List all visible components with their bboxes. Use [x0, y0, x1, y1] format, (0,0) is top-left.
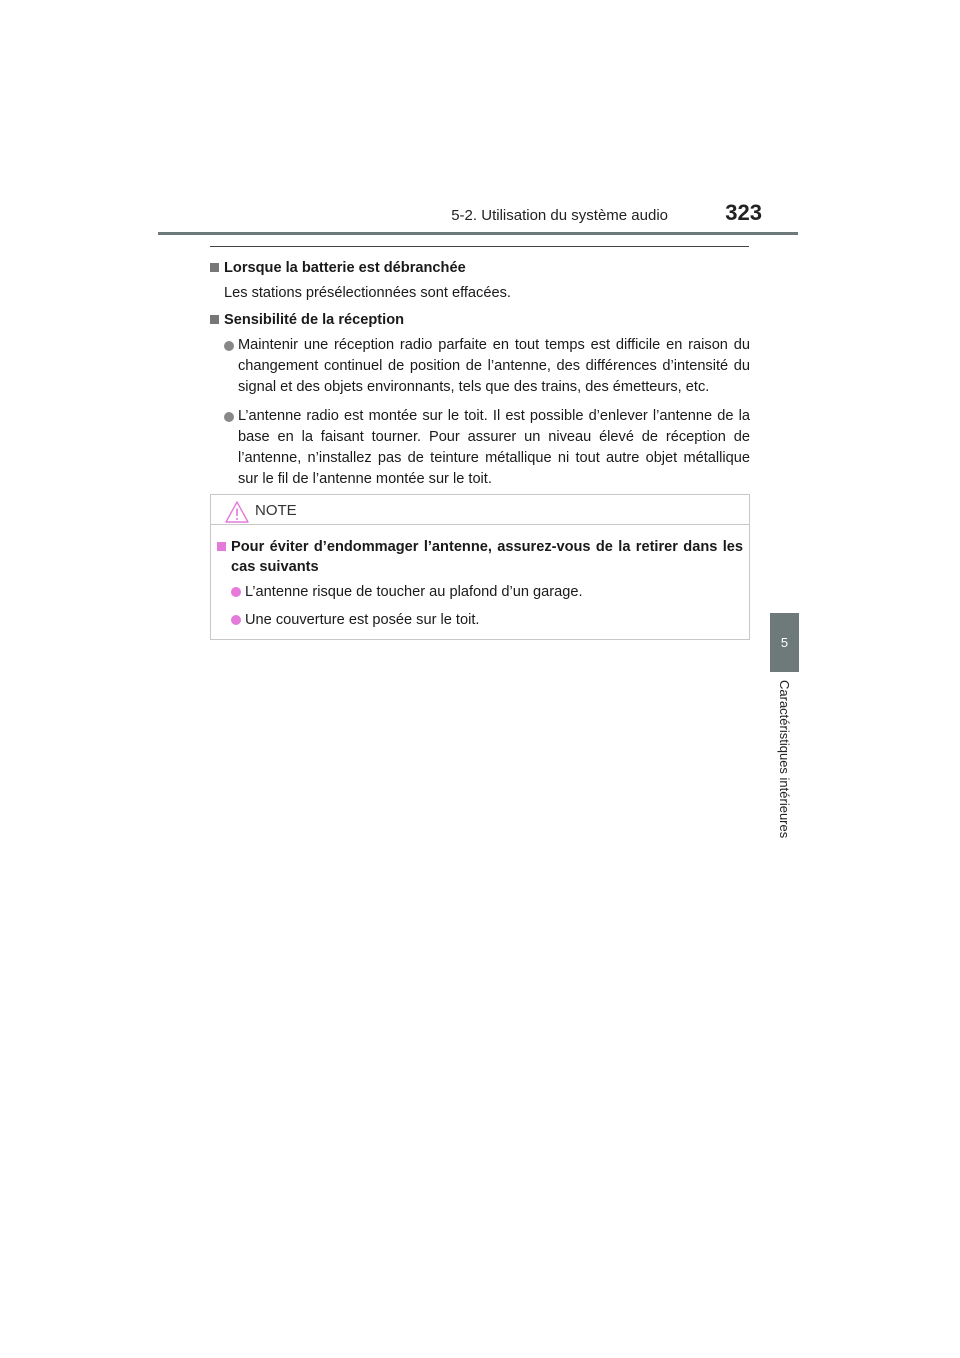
note-heading	[217, 537, 743, 577]
note-body	[211, 525, 749, 630]
circle-bullet-icon	[231, 615, 241, 625]
section-title: 5-2. Utilisation du système audio	[451, 207, 668, 224]
content-rule	[210, 246, 749, 247]
note-box	[210, 494, 750, 640]
list-item-text: L’antenne radio est montée sur le toit. Il est possible d’enlever l’antenne de la base en la faisant tourner. Pour assurer un niveau élevé de réception de l’antenne, n’installez pas de teinture métallique ni tout autre objet métallique sur le fil de l’antenne montée sur le toit.	[238, 408, 750, 487]
square-bullet-icon	[210, 315, 219, 324]
section-heading	[210, 310, 750, 331]
heading-text: Sensibilité de la réception	[224, 312, 405, 328]
warning-triangle-icon	[225, 501, 249, 523]
square-bullet-icon	[210, 263, 219, 272]
list-item	[217, 582, 743, 602]
list-item-text: Maintenir une réception radio parfaite en tout temps est difficile en raison du changement continuel de position de l’antenne, des différences d’intensité du signal et des objets environnants, tels que des trains, des émetteurs, etc.	[238, 337, 750, 395]
header-rule	[158, 232, 798, 235]
square-bullet-icon	[217, 542, 226, 551]
chapter-tab	[770, 613, 799, 672]
list-item	[210, 406, 750, 490]
note-title: NOTE	[255, 502, 297, 519]
list-item-text: L’antenne risque de toucher au plafond d’un garage.	[245, 584, 583, 600]
circle-bullet-icon	[224, 412, 234, 422]
main-content	[210, 258, 750, 498]
circle-bullet-icon	[231, 587, 241, 597]
list-item-text: Une couverture est posée sur le toit.	[245, 612, 480, 628]
list-item	[210, 335, 750, 398]
chapter-number: 5	[780, 635, 789, 650]
list-item	[217, 610, 743, 630]
page-number: 323	[725, 200, 762, 225]
section-heading	[210, 258, 750, 279]
section-paragraph: Les stations présélectionnées sont effacées.	[224, 285, 511, 301]
note-heading-text: Pour éviter d’endommager l’antenne, assurez-vous de la retirer dans les cas suivants	[231, 539, 743, 575]
chapter-label: Caractéristiques intérieures	[777, 680, 792, 839]
chapter-side-label	[770, 680, 799, 860]
circle-bullet-icon	[224, 341, 234, 351]
heading-text: Lorsque la batterie est débranchée	[224, 260, 466, 276]
note-header	[211, 495, 749, 525]
